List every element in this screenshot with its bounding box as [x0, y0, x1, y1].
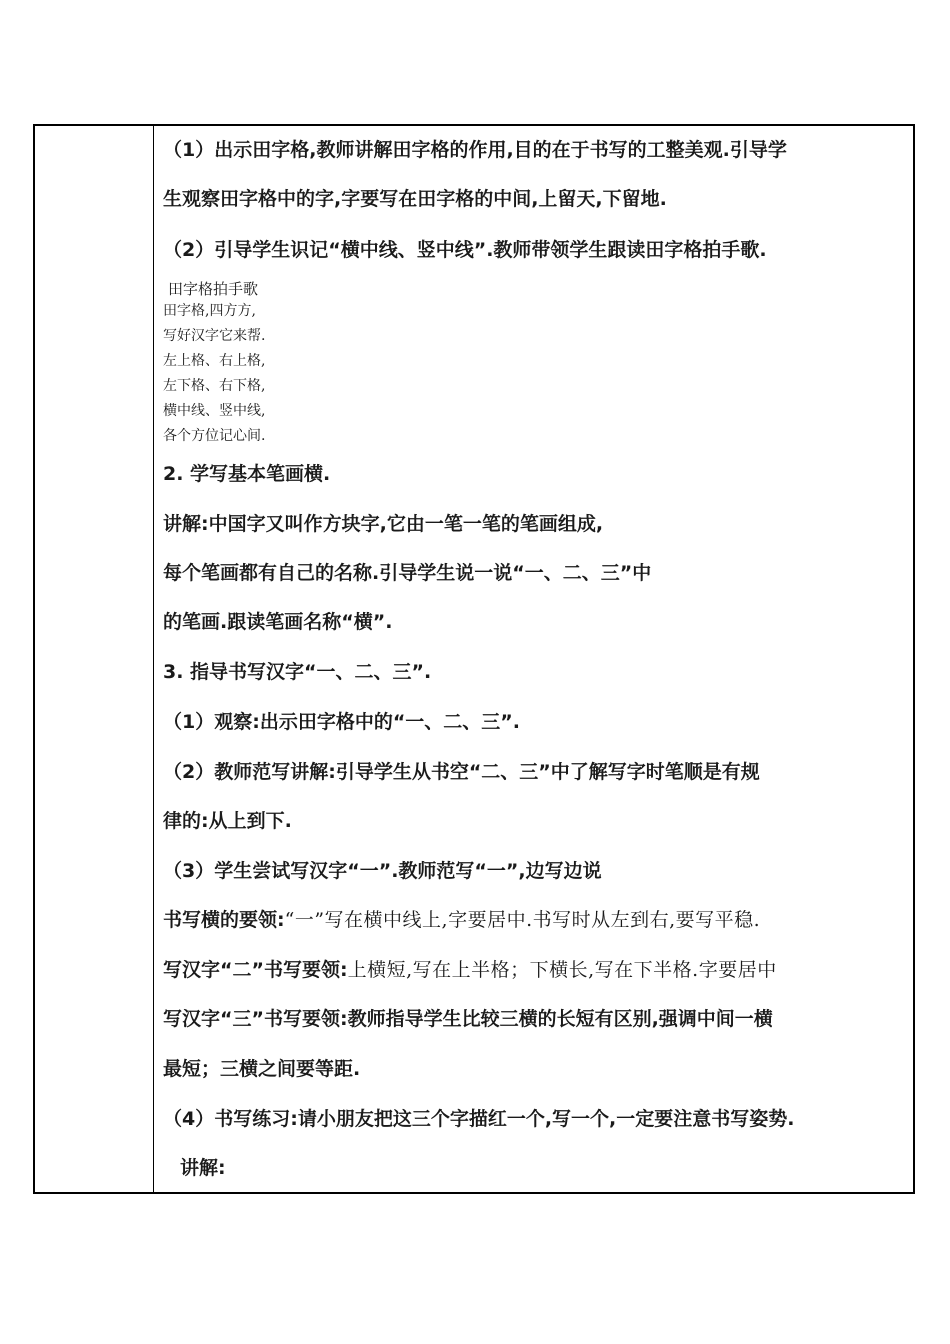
lesson-table — [33, 124, 915, 1194]
line-lead: 写汉字“二”书写要领: — [163, 959, 348, 981]
song-title: 田字格拍手歌 — [168, 280, 259, 298]
text-line: 律的:从上到下. — [163, 810, 292, 832]
line-rest: 上横短,写在上半格；下横长,写在下半格.字要居中 — [347, 959, 777, 981]
text-line: 讲解:中国字又叫作方块字,它由一笔一笔的笔画组成, — [163, 513, 604, 535]
text-line: （2）教师范写讲解:引导学生从书空“二、三”中了解写字时笔顺是有规 — [163, 761, 760, 783]
line-rest: “一”写在横中线上,字要居中.书写时从左到右,要写平稳. — [284, 909, 761, 931]
text-line: 写汉字“三”书写要领:教师指导学生比较三横的长短有区别,强调中间一横 — [163, 1008, 773, 1030]
song-verse: 田字格,四方方, — [163, 303, 256, 319]
text-line: （1）出示田字格,教师讲解田字格的作用,目的在于书写的工整美观.引导学 — [163, 139, 787, 161]
text-line: （1）观察:出示田字格中的“一、二、三”. — [163, 711, 521, 733]
song-verse: 左下格、右下格, — [163, 378, 266, 394]
text-line: 讲解: — [180, 1157, 226, 1179]
text-line — [163, 958, 777, 982]
section-heading: 2. 学写基本笔画横. — [163, 463, 331, 485]
song-verse: 写好汉字它来帮. — [163, 328, 266, 344]
text-line: 最短；三横之间要等距. — [163, 1058, 361, 1080]
text-line: （3）学生尝试写汉字“一”.教师范写“一”,边写边说 — [163, 860, 602, 882]
text-line: 每个笔画都有自己的名称.引导学生说一说“一、二、三”中 — [163, 562, 652, 584]
song-verse: 各个方位记心间. — [163, 428, 266, 444]
table-column-divider — [153, 124, 154, 1194]
song-verse: 横中线、竖中线, — [163, 403, 266, 419]
section-heading: 3. 指导书写汉字“一、二、三”. — [163, 661, 432, 683]
text-line: 的笔画.跟读笔画名称“横”. — [163, 611, 393, 633]
song-verse: 左上格、右上格, — [163, 353, 266, 369]
text-line: （4）书写练习:请小朋友把这三个字描红一个,写一个,一定要注意书写姿势. — [163, 1108, 795, 1130]
text-line: 生观察田字格中的字,字要写在田字格的中间,上留天,下留地. — [163, 188, 667, 210]
text-line — [163, 908, 760, 932]
line-lead: 书写横的要领: — [163, 909, 285, 931]
text-line: （2）引导学生识记“横中线、竖中线”.教师带领学生跟读田字格拍手歌. — [163, 239, 767, 261]
